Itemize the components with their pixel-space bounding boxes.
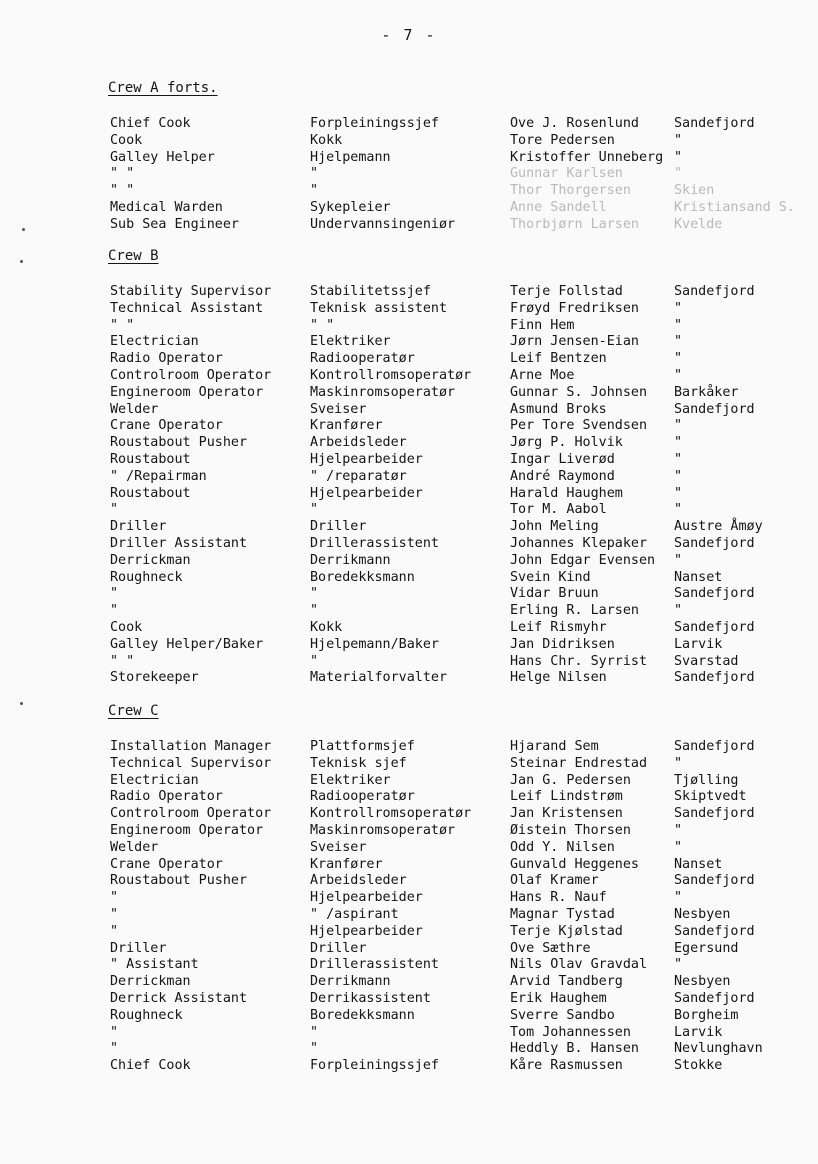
- home-town: Sandefjord: [674, 923, 755, 939]
- job-title-english: " ": [110, 183, 135, 199]
- crew-row: [108, 199, 795, 217]
- home-town: Nanset: [674, 569, 723, 585]
- job-title-norwegian: Hjelpearbeider: [310, 451, 423, 467]
- crew-row: [108, 739, 755, 756]
- home-town: Larvik: [674, 1024, 723, 1040]
- job-title-english: ": [110, 502, 119, 518]
- crew-section: [108, 248, 763, 687]
- home-town: ": [674, 418, 683, 434]
- job-title-english: ": [110, 603, 119, 619]
- job-title-norwegian: Arbeidsleder: [310, 435, 407, 451]
- job-title-norwegian: ": [310, 586, 319, 602]
- job-title-english: Roustabout: [110, 451, 191, 467]
- crew-member-name: Magnar Tystad: [510, 906, 615, 922]
- crew-member-name: Arvid Tandberg: [510, 974, 623, 990]
- home-town: ": [674, 166, 683, 182]
- job-title-english: Driller Assistant: [110, 535, 248, 551]
- crew-row: [108, 451, 683, 469]
- job-title-english: Controlroom Operator: [110, 367, 272, 383]
- job-title-english: Roustabout Pusher: [110, 873, 248, 889]
- crew-member-name: Gunvald Heggenes: [510, 856, 639, 872]
- job-title-norwegian: Forpleiningssjef: [310, 116, 439, 131]
- home-town: Tjølling: [674, 772, 739, 788]
- crew-row: [108, 384, 739, 402]
- job-title-english: Driller: [110, 940, 167, 956]
- crew-member-name: Heddly B. Hansen: [510, 1041, 639, 1057]
- job-title-english: ": [110, 923, 119, 939]
- crew-row: [108, 974, 731, 991]
- job-title-norwegian: Sveiser: [310, 401, 367, 417]
- crew-row: [108, 789, 747, 806]
- job-title-english: Technical Supervisor: [110, 755, 272, 771]
- job-title-norwegian: Boredekksmann: [310, 1007, 415, 1023]
- crew-member-name: Tom Johannessen: [510, 1024, 631, 1040]
- home-town: ": [674, 468, 683, 484]
- home-town: ": [674, 755, 683, 771]
- section-heading: Crew C: [108, 703, 159, 719]
- job-title-norwegian: Boredekksmann: [310, 569, 415, 585]
- crew-member-name: Anne Sandell: [510, 199, 607, 215]
- crew-member-name: Hans R. Nauf: [510, 890, 607, 906]
- job-title-norwegian: Hjelpearbeider: [310, 890, 423, 906]
- job-title-norwegian: Kokk: [310, 132, 343, 148]
- job-title-norwegian: Sveiser: [310, 839, 367, 855]
- crew-row: [108, 183, 715, 200]
- home-town: Sandefjord: [674, 990, 755, 1006]
- job-title-english: Galley Helper: [110, 149, 215, 165]
- home-town: Sandefjord: [674, 739, 755, 754]
- crew-row: [108, 603, 683, 620]
- job-title-english: Derrickman: [110, 552, 191, 568]
- home-town: ": [674, 552, 683, 568]
- job-title-english: ": [110, 1024, 119, 1040]
- job-title-english: Installation Manager: [110, 739, 272, 754]
- home-town: ": [674, 957, 683, 973]
- job-title-english: " ": [110, 653, 135, 669]
- job-title-english: Driller: [110, 519, 167, 535]
- job-title-norwegian: Arbeidsleder: [310, 873, 407, 889]
- home-town: ": [674, 502, 683, 518]
- job-title-norwegian: ": [310, 1024, 319, 1040]
- crew-row: [108, 216, 723, 234]
- crew-section: [108, 80, 795, 234]
- crew-member-name: Hjarand Sem: [510, 739, 599, 754]
- home-town: ": [674, 839, 683, 855]
- home-town: Skien: [674, 183, 715, 199]
- home-town: ": [674, 367, 683, 383]
- crew-member-name: Ingar Liverød: [510, 451, 615, 467]
- job-title-english: Derrick Assistant: [110, 990, 248, 1006]
- crew-row: [108, 670, 755, 687]
- crew-row: [108, 552, 683, 570]
- crew-member-name: Gunnar S. Johnsen: [510, 384, 648, 400]
- crew-row: [108, 502, 683, 519]
- home-town: Nesbyen: [674, 974, 731, 990]
- crew-row: [108, 822, 683, 840]
- job-title-english: Controlroom Operator: [110, 806, 272, 822]
- crew-member-name: Harald Haughem: [510, 485, 623, 501]
- crew-row: [108, 284, 755, 301]
- home-town: Sandefjord: [674, 401, 755, 417]
- crew-member-name: Johannes Klepaker: [510, 535, 648, 551]
- job-title-norwegian: Hjelpemann: [310, 149, 391, 165]
- crew-member-name: Nils Olav Gravdal: [510, 957, 648, 973]
- crew-row: [108, 116, 755, 133]
- job-title-english: Chief Cook: [110, 1058, 191, 1074]
- job-title-norwegian: Materialforvalter: [310, 670, 448, 686]
- margin-mark: [20, 260, 23, 263]
- crew-row: [108, 468, 683, 486]
- job-title-english: Sub Sea Engineer: [110, 216, 239, 232]
- home-town: Kristiansand S.: [674, 199, 795, 215]
- crew-row: [108, 636, 723, 654]
- crew-row: [108, 873, 755, 890]
- crew-member-name: John Meling: [510, 519, 599, 535]
- crew-member-name: Ove Sæthre: [510, 940, 591, 956]
- crew-member-name: André Raymond: [510, 468, 615, 484]
- crew-row: [108, 906, 731, 924]
- crew-row: [108, 890, 683, 907]
- home-town: Sandefjord: [674, 619, 755, 635]
- crew-member-name: Erik Haughem: [510, 990, 607, 1006]
- crew-row: [108, 839, 683, 857]
- home-town: Sandefjord: [674, 670, 755, 686]
- crew-row: [108, 317, 683, 335]
- job-title-norwegian: ": [310, 1041, 319, 1057]
- job-title-english: Crane Operator: [110, 418, 223, 434]
- crew-row: [108, 940, 739, 958]
- job-title-norwegian: " /aspirant: [310, 906, 399, 922]
- crew-section: [108, 703, 763, 1075]
- crew-row: [108, 535, 755, 553]
- home-town: ": [674, 317, 683, 333]
- crew-row: [108, 1024, 723, 1042]
- crew-member-name: Hans Chr. Syrrist: [510, 653, 648, 669]
- crew-member-name: John Edgar Evensen: [510, 552, 656, 568]
- crew-row: [108, 149, 683, 167]
- job-title-norwegian: Drillerassistent: [310, 535, 439, 551]
- job-title-english: Galley Helper/Baker: [110, 636, 264, 652]
- crew-row: [108, 619, 755, 637]
- job-title-norwegian: Kokk: [310, 619, 343, 635]
- page-number: - 7 -: [381, 26, 437, 44]
- job-title-english: Chief Cook: [110, 116, 191, 131]
- crew-member-name: Terje Follstad: [510, 284, 623, 299]
- crew-member-name: Steinar Endrestad: [510, 755, 648, 771]
- crew-row: [108, 1041, 763, 1058]
- job-title-english: " ": [110, 317, 135, 333]
- home-town: Stokke: [674, 1058, 723, 1074]
- home-town: ": [674, 890, 683, 906]
- crew-member-name: Ove J. Rosenlund: [510, 116, 639, 131]
- crew-row: [108, 132, 683, 150]
- crew-member-name: Leif Bentzen: [510, 351, 607, 367]
- job-title-english: Derrickman: [110, 974, 191, 990]
- home-town: Kvelde: [674, 216, 723, 232]
- crew-member-name: Erling R. Larsen: [510, 603, 639, 619]
- home-town: Skiptvedt: [674, 789, 747, 805]
- crew-member-name: Frøyd Fredriksen: [510, 300, 639, 316]
- job-title-norwegian: Derrikmann: [310, 552, 391, 568]
- job-title-norwegian: Maskinromsoperatør: [310, 384, 456, 400]
- job-title-norwegian: Derrikmann: [310, 974, 391, 990]
- job-title-norwegian: Radiooperatør: [310, 789, 415, 805]
- home-town: ": [674, 485, 683, 501]
- home-town: Barkåker: [674, 384, 739, 400]
- crew-member-name: Thorbjørn Larsen: [510, 216, 639, 232]
- home-town: Sandefjord: [674, 873, 755, 889]
- crew-member-name: Jan G. Pedersen: [510, 772, 631, 788]
- job-title-english: Radio Operator: [110, 351, 223, 367]
- home-town: Borgheim: [674, 1007, 739, 1023]
- crew-member-name: Leif Lindstrøm: [510, 789, 623, 805]
- job-title-english: Cook: [110, 619, 143, 635]
- home-town: ": [674, 132, 683, 148]
- job-title-norwegian: ": [310, 653, 319, 669]
- job-title-english: " ": [110, 166, 135, 182]
- crew-member-name: Leif Rismyhr: [510, 619, 607, 635]
- job-title-english: ": [110, 890, 119, 906]
- crew-member-name: Gunnar Karlsen: [510, 166, 623, 182]
- job-title-norwegian: Kranfører: [310, 418, 383, 434]
- home-town: Sandefjord: [674, 116, 755, 131]
- job-title-norwegian: Kranfører: [310, 856, 383, 872]
- job-title-norwegian: Undervannsingeniør: [310, 216, 456, 232]
- job-title-norwegian: Forpleiningssjef: [310, 1058, 439, 1074]
- job-title-norwegian: " ": [310, 317, 335, 333]
- home-town: ": [674, 351, 683, 367]
- home-town: ": [674, 603, 683, 619]
- job-title-english: Radio Operator: [110, 789, 223, 805]
- job-title-english: Storekeeper: [110, 670, 199, 686]
- job-title-norwegian: Drillerassistent: [310, 957, 439, 973]
- job-title-norwegian: Teknisk sjef: [310, 755, 407, 771]
- home-town: Nevlunghavn: [674, 1041, 763, 1057]
- job-title-norwegian: Teknisk assistent: [310, 300, 448, 316]
- job-title-norwegian: ": [310, 603, 319, 619]
- job-title-english: Roustabout Pusher: [110, 435, 248, 451]
- crew-row: [108, 806, 755, 823]
- home-town: Sandefjord: [674, 535, 755, 551]
- crew-member-name: Tore Pedersen: [510, 132, 615, 148]
- home-town: Nesbyen: [674, 906, 731, 922]
- home-town: Svarstad: [674, 653, 739, 669]
- job-title-english: ": [110, 586, 119, 602]
- crew-member-name: Terje Kjølstad: [510, 923, 623, 939]
- job-title-english: Welder: [110, 401, 159, 417]
- home-town: ": [674, 435, 683, 451]
- job-title-norwegian: Driller: [310, 519, 367, 535]
- crew-row: [108, 334, 683, 351]
- job-title-norwegian: Driller: [310, 940, 367, 956]
- job-title-english: Medical Warden: [110, 199, 223, 215]
- job-title-norwegian: ": [310, 166, 319, 182]
- home-town: Egersund: [674, 940, 739, 956]
- job-title-english: Welder: [110, 839, 159, 855]
- crew-member-name: Tor M. Aabol: [510, 502, 607, 518]
- home-town: ": [674, 451, 683, 467]
- job-title-norwegian: Radiooperatør: [310, 351, 415, 367]
- job-title-norwegian: Plattformsjef: [310, 739, 415, 754]
- crew-row: [108, 519, 763, 536]
- home-town: Sandefjord: [674, 806, 755, 822]
- job-title-norwegian: Maskinromsoperatør: [310, 822, 456, 838]
- crew-row: [108, 755, 683, 773]
- job-title-norwegian: Elektriker: [310, 334, 391, 350]
- job-title-norwegian: Stabilitetssjef: [310, 284, 431, 299]
- job-title-norwegian: Hjelpemann/Baker: [310, 636, 439, 652]
- job-title-norwegian: ": [310, 183, 319, 199]
- job-title-english: Engineroom Operator: [110, 384, 264, 400]
- crew-member-name: Per Tore Svendsen: [510, 418, 648, 434]
- home-town: Larvik: [674, 636, 723, 652]
- crew-member-name: Vidar Bruun: [510, 586, 599, 602]
- home-town: Sandefjord: [674, 284, 755, 299]
- crew-row: [108, 166, 683, 183]
- job-title-english: Crane Operator: [110, 856, 223, 872]
- job-title-norwegian: Sykepleier: [310, 199, 391, 215]
- job-title-norwegian: " /reparatør: [310, 468, 407, 484]
- crew-row: [108, 1058, 723, 1075]
- job-title-english: ": [110, 906, 119, 922]
- crew-member-name: Øistein Thorsen: [510, 822, 631, 838]
- crew-row: [108, 653, 739, 671]
- job-title-norwegian: Derrikassistent: [310, 990, 431, 1006]
- job-title-english: Roustabout: [110, 485, 191, 501]
- crew-member-name: Helge Nilsen: [510, 670, 607, 686]
- crew-member-name: Kåre Rasmussen: [510, 1058, 623, 1074]
- crew-member-name: Jan Didriksen: [510, 636, 615, 652]
- crew-member-name: Jørn Jensen-Eian: [510, 334, 639, 350]
- crew-member-name: Jørg P. Holvik: [510, 435, 623, 451]
- crew-row: [108, 367, 683, 385]
- crew-row: [108, 418, 683, 435]
- job-title-english: Stability Supervisor: [110, 284, 272, 299]
- crew-member-name: Olaf Kramer: [510, 873, 599, 889]
- crew-row: [108, 1007, 739, 1025]
- job-title-english: Electrician: [110, 334, 199, 350]
- crew-member-name: Arne Moe: [510, 367, 575, 383]
- home-town: Sandefjord: [674, 586, 755, 602]
- crew-member-name: Kristoffer Unneberg: [510, 149, 664, 165]
- job-title-norwegian: ": [310, 502, 319, 518]
- crew-member-name: Thor Thorgersen: [510, 183, 631, 199]
- job-title-english: Technical Assistant: [110, 300, 264, 316]
- job-title-norwegian: Hjelpearbeider: [310, 923, 423, 939]
- crew-row: [108, 586, 755, 603]
- crew-row: [108, 957, 683, 974]
- crew-member-name: Finn Hem: [510, 317, 575, 333]
- home-town: Nanset: [674, 856, 723, 872]
- job-title-english: Engineroom Operator: [110, 822, 264, 838]
- crew-row: [108, 300, 683, 318]
- home-town: ": [674, 822, 683, 838]
- margin-mark: [20, 702, 23, 705]
- crew-row: [108, 772, 739, 790]
- job-title-english: " /Repairman: [110, 468, 207, 484]
- home-town: ": [674, 300, 683, 316]
- job-title-norwegian: Kontrollromsoperatør: [310, 806, 472, 822]
- margin-mark: [22, 228, 25, 231]
- crew-row: [108, 990, 755, 1008]
- job-title-norwegian: Elektriker: [310, 772, 391, 788]
- crew-row: [108, 923, 755, 941]
- section-heading: Crew B: [108, 248, 159, 264]
- section-heading: Crew A forts.: [108, 80, 218, 96]
- job-title-english: Cook: [110, 132, 143, 148]
- home-town: Austre Åmøy: [674, 519, 763, 535]
- crew-row: [108, 351, 683, 368]
- job-title-english: Roughneck: [110, 1007, 183, 1023]
- crew-row: [108, 435, 683, 452]
- crew-member-name: Jan Kristensen: [510, 806, 623, 822]
- crew-row: [108, 856, 723, 874]
- job-title-english: Electrician: [110, 772, 199, 788]
- home-town: ": [674, 149, 683, 165]
- job-title-english: " Assistant: [110, 957, 199, 973]
- job-title-norwegian: Kontrollromsoperatør: [310, 367, 472, 383]
- crew-row: [108, 485, 683, 503]
- crew-row: [108, 401, 755, 419]
- crew-row: [108, 569, 723, 587]
- crew-member-name: Odd Y. Nilsen: [510, 839, 615, 855]
- job-title-english: Roughneck: [110, 569, 183, 585]
- crew-member-name: Sverre Sandbo: [510, 1007, 615, 1023]
- job-title-english: ": [110, 1041, 119, 1057]
- job-title-norwegian: Hjelpearbeider: [310, 485, 423, 501]
- crew-member-name: Asmund Broks: [510, 401, 607, 417]
- home-town: ": [674, 334, 683, 350]
- crew-member-name: Svein Kind: [510, 569, 591, 585]
